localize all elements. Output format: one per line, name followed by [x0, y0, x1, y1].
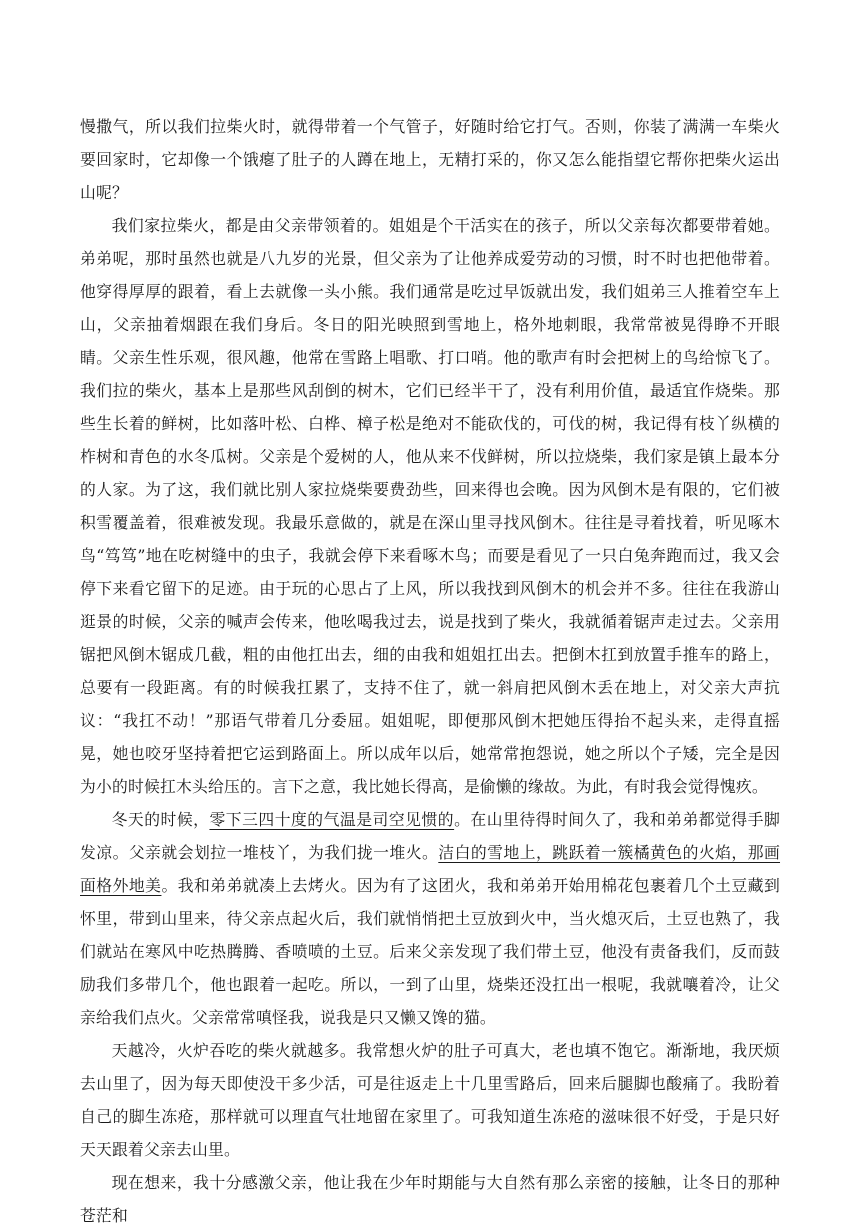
paragraph-1: [80, 110, 780, 209]
paragraph-text: 天越冷，火炉吞吃的柴火就越多。我常想火炉的肚子可真大，老也填不饱它。渐渐地，我厌烦去山里了，因为每天即使没干多少活，可是往返走上十几里雪路后，回来后腿脚也酸痛了。我盼着自己的脚生冻疮，那样就可以理直气壮地留在家里了。可我知道生冻疮的滋味很不好受，于是只好天天跟着父亲去山里。: [80, 1041, 780, 1159]
paragraph-2: [80, 209, 780, 803]
underlined-sentence-fire: 洁白的雪地上，跳跃着一簇橘黄色的火焰，那画面格外地美: [80, 843, 781, 895]
paragraph-4: [80, 1034, 780, 1166]
paragraph-text: 冬天的时候，: [111, 810, 210, 829]
paragraph-text: 现在想来，我十分感激父亲，他让我在少年时期能与大自然有那么亲密的接触，让冬日的那种苍茫和: [80, 1173, 780, 1225]
paragraph-text: 慢撒气，所以我们拉柴火时，就得带着一个气管子，好随时给它打气。否则，你装了满满一车柴火要回家时，它却像一个饿瘪了肚子的人蹲在地上，无精打采的，你又怎么能指望它帮你把柴火运出山呢？: [80, 117, 780, 202]
article-body: [80, 110, 780, 1232]
paragraph-text: 。我和弟弟就凑上去烤火。因为有了这团火，我和弟弟开始用棉花包裹着几个土豆藏到怀里，带到山里来，待父亲点起火后，我们就悄悄把土豆放到火中，当火熄灭后，土豆也熟了，我们就站在寒风中吃热腾腾、香喷喷的土豆。后来父亲发现了我们带土豆，他没有责备我们，反而鼓励我们多带几个，他也跟着一起吃。所以，一到了山里，烧柴还没扛出一根呢，我就嚷着冷，让父亲给我们点火。父亲常常嗔怪我，说我是只又懒又馋的猫。: [80, 876, 780, 1027]
underlined-sentence-temperature: 零下三四十度的气温是司空见惯的: [209, 810, 455, 829]
paragraph-text: 。在山里待得时间久了，我和弟弟都觉得手脚发凉。父亲就会划拉一堆枝丫，为我们拢一堆火。: [80, 810, 780, 862]
paragraph-3: [80, 803, 780, 1034]
paragraph-text: 我们家拉柴火，都是由父亲带领着的。姐姐是个干活实在的孩子，所以父亲每次都要带着她。弟弟呢，那时虽然也就是八九岁的光景，但父亲为了让他养成爱劳动的习惯，时不时也把他带着。他穿得厚厚的跟着，看上去就像一头小熊。我们通常是吃过早饭就出发，我们姐弟三人推着空车上山，父亲抽着烟跟在我们身后。冬日的阳光映照到雪地上，格外地刺眼，我常常被晃得睁不开眼睛。父亲生性乐观，很风趣，他常在雪路上唱歌、打口哨。他的歌声有时会把树上的鸟给惊飞了。我们拉的柴火，基本上是那些风刮倒的树木，它们已经半干了，没有利用价值，最适宜作烧柴。那些生长着的鲜树，比如落叶松、白桦、樟子松是绝对不能砍伐的，可伐的树，我记得有枝丫纵横的柞树和青色的水冬瓜树。父亲是个爱树的人，他从来不伐鲜树，所以拉烧柴，我们家是镇上最本分的人家。为了这，我们就比别人家拉烧柴要费劲些，回来得也会晚。因为风倒木是有限的，它们被积雪覆盖着，很难被发现。我最乐意做的，就是在深山里寻找风倒木。往往是寻着找着，听见啄木鸟“笃笃”地在吃树缝中的虫子，我就会停下来看啄木鸟；而要是看见了一只白兔奔跑而过，我又会停下来看它留下的足迹。由于玩的心思占了上风，所以我找到风倒木的机会并不多。往往在我游山逛景的时候，父亲的喊声会传来，他吆喝我过去，说是找到了柴火，我就循着锯声走过去。父亲用锯把风倒木锯成几截，粗的由他扛出去，细的由我和姐姐扛出去。把倒木扛到放置手推车的路上，总要有一段距离。有的时候我扛累了，支持不住了，就一斜肩把风倒木丢在地上，对父亲大声抗议：“我扛不动！”那语气带着几分委屈。姐姐呢，即便那风倒木把她压得抬不起头来，走得直摇晃，她也咬牙坚持着把它运到路面上。所以成年以后，她常常抱怨说，她之所以个子矮，完全是因为小的时候扛木头给压的。言下之意，我比她长得高，是偷懒的缘故。为此，有时我会觉得愧疚。: [80, 216, 780, 796]
paragraph-5: [80, 1166, 780, 1232]
